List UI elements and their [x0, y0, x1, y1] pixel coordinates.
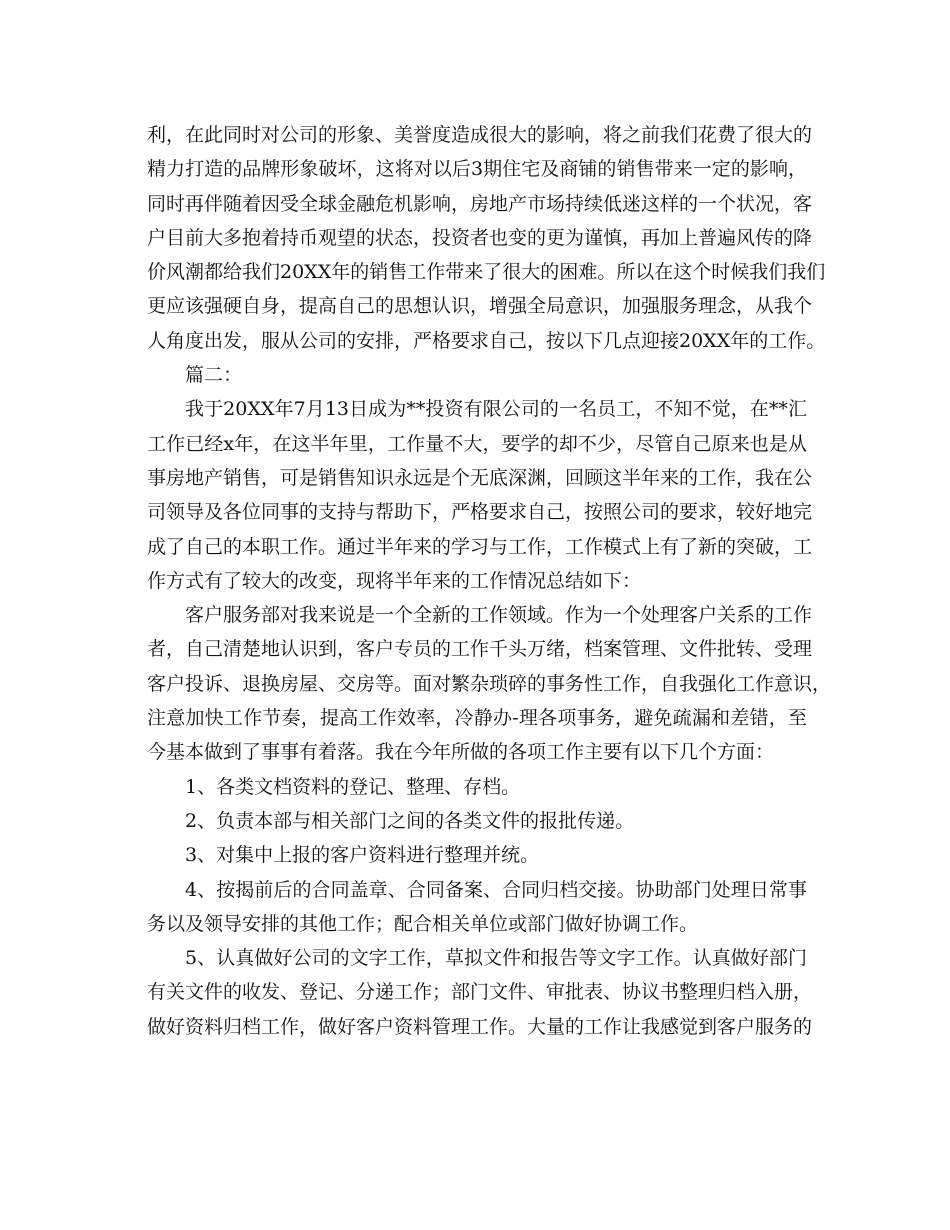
text-line: 2、负责本部与相关部门之间的各类文件的报批传递。	[185, 809, 635, 832]
text-line: 者，自己清楚地认识到，客户专员的工作千头万绪，档案管理、文件批转、受理	[147, 638, 813, 661]
heading-text: 篇二：	[185, 364, 243, 387]
document-page	[147, 118, 832, 1044]
text-line: 做好资料归档工作，做好客户资料管理工作。大量的工作让我感觉到客户服务的	[147, 1015, 813, 1038]
list-item	[147, 770, 807, 804]
list-item	[147, 873, 807, 942]
text-line: 务以及领导安排的其他工作；配合相关单位或部门做好协调工作。	[147, 912, 699, 935]
text-line: 更应该强硬自身，提高自己的思想认识，增强全局意识，加强服务理念，从我个	[147, 295, 813, 318]
paragraph	[147, 392, 813, 598]
text-line: 精力打造的品牌形象破坏，这将对以后3期住宅及商铺的销售带来一定的影响，	[147, 158, 807, 181]
text-line: 客户投诉、退换房屋、交房等。面对繁杂琐碎的事务性工作，自我强化工作意识，	[147, 672, 832, 695]
text-line: 利，在此同时对公司的形象、美誉度造成很大的影响，将之前我们花费了很大的	[147, 124, 813, 146]
list-item	[147, 838, 807, 872]
text-line: 人角度出发，服从公司的安排，严格要求自己，按以下几点迎接20XX年的工作。	[147, 329, 826, 352]
text-line: 同时再伴随着因受全球金融危机影响，房地产市场持续低迷这样的一个状况，客	[147, 192, 813, 215]
text-line: 价风潮都给我们20XX年的销售工作带来了很大的困难。所以在这个时候我们我们	[147, 261, 826, 284]
list-item	[147, 941, 813, 1044]
text-line: 司领导及各位同事的支持与帮助下，严格要求自己，按照公司的要求，较好地完	[147, 501, 813, 524]
section-heading	[147, 358, 807, 392]
text-line: 作方式有了较大的改变，现将半年来的工作情况总结如下：	[147, 569, 642, 592]
list-item	[147, 804, 807, 838]
paragraph	[147, 118, 826, 358]
text-line: 5、认真做好公司的文字工作，草拟文件和报告等文字工作。认真做好部门	[185, 947, 807, 970]
text-line: 工作已经x年，在这半年里，工作量不大，要学的却不少，尽管自己原来也是从	[147, 432, 807, 455]
text-line: 注意加快工作节奏，提高工作效率，冷静办-理各项事务，避免疏漏和差错，至	[147, 707, 807, 730]
text-line: 4、按揭前后的合同盖章、合同备案、合同归档交接。协助部门处理日常事	[185, 878, 807, 901]
text-line: 成了自己的本职工作。通过半年来的学习与工作，工作模式上有了新的突破，工	[147, 535, 813, 558]
text-line: 今基本做到了事事有着落。我在今年所做的各项工作主要有以下几个方面：	[147, 741, 775, 764]
paragraph	[147, 598, 832, 769]
text-line: 有关文件的收发、登记、分递工作；部门文件、审批表、协议书整理归档入册，	[147, 981, 813, 1004]
text-line: 客户服务部对我来说是一个全新的工作领域。作为一个处理客户关系的工作	[185, 604, 813, 627]
text-line: 我于20XX年7月13日成为**投资有限公司的一名员工，不知不觉，在**汇	[185, 398, 807, 421]
text-line: 户目前大多抱着持币观望的状态，投资者也变的更为谨慎，再加上普遍风传的降	[147, 226, 813, 249]
text-line: 1、各类文档资料的登记、整理、存档。	[185, 775, 521, 798]
text-line: 事房地产销售，可是销售知识永远是个无底深渊，回顾这半年来的工作，我在公	[147, 466, 813, 489]
text-line: 3、对集中上报的客户资料进行整理并统。	[185, 844, 540, 867]
